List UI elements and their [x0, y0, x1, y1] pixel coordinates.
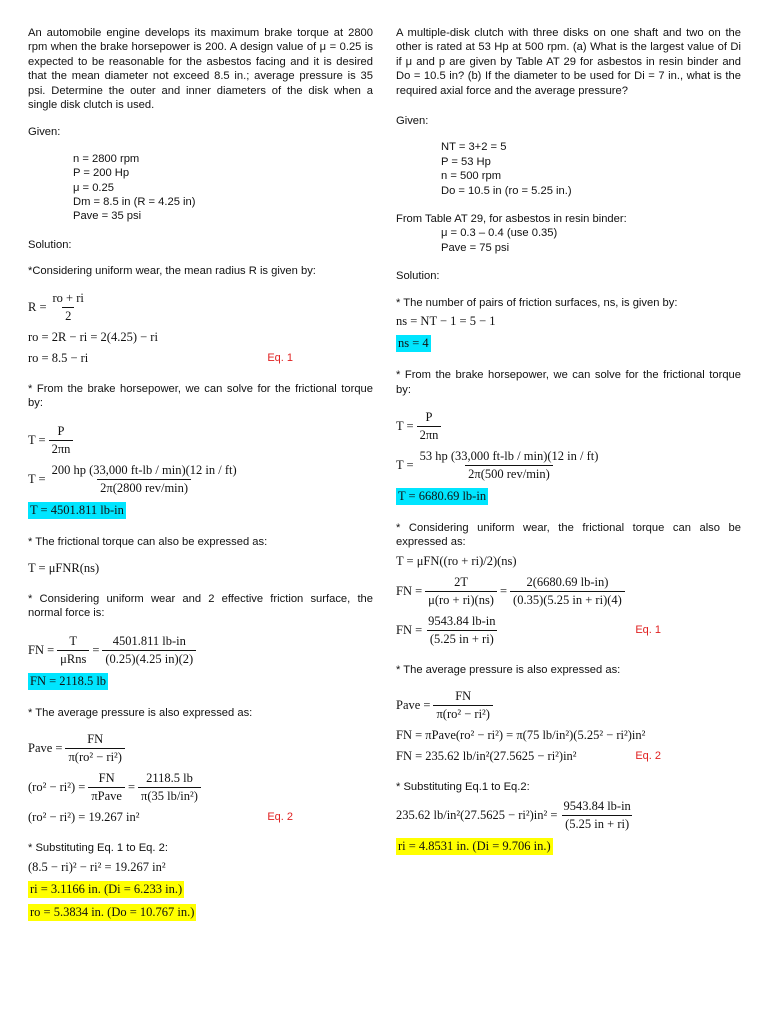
given-item: Dm = 8.5 in (R = 4.25 in) — [73, 196, 196, 209]
step-text: * Considering uniform wear, the frictional torque can also be expressed as: — [396, 521, 741, 549]
solution-label: Solution: — [28, 238, 72, 251]
numerator: P — [57, 423, 65, 438]
equation-lhs: FN = — [396, 583, 423, 598]
answer-row — [28, 904, 373, 921]
given-item: Pave = 35 psi — [73, 210, 142, 223]
step-text: * From the brake horsepower, we can solve for the frictional torque by: — [28, 382, 373, 410]
denominator: (5.25 in + ri) — [562, 815, 632, 832]
step-text: * The average pressure is also expressed as: — [28, 706, 253, 719]
problem-statement: An automobile engine develops its maximum brake torque at 2800 rpm when the brake horsepower is 200. A design value of μ = 0.25 is expected to be reasonable for the asbestos facing and it is desired that the mean diameter not exceed 8.5 in.; average pressure is 35 psi. Determine the outer and inner diameters of the disk when a single disk clutch is used. — [28, 27, 373, 112]
fraction — [50, 291, 87, 324]
numerator: FN — [98, 771, 115, 786]
fraction — [88, 771, 125, 804]
eq2-row — [396, 749, 741, 764]
numerator: 4501.811 lb-in — [112, 633, 186, 648]
fraction — [433, 689, 492, 722]
given-list — [28, 152, 373, 224]
eq2-tag: Eq. 2 — [267, 811, 293, 824]
torque-expression: T = μFNR(ns) — [28, 560, 100, 575]
numerator: ro + ri — [52, 290, 84, 305]
answer-inner-radius: ri = 4.8531 in. (Di = 9.706 in.) — [398, 838, 551, 853]
equation-lhs: Pave = — [396, 698, 431, 713]
substitution-equation: (8.5 − ri)² − ri² = 19.267 in² — [28, 859, 166, 874]
equation-lhs: T = — [396, 457, 414, 472]
denominator: μ(ro + ri)(ns) — [425, 591, 497, 608]
numerator: 2T — [454, 574, 469, 589]
denominator: μRns — [57, 650, 89, 667]
right-problem-column — [396, 26, 741, 861]
eq1-row — [28, 351, 373, 366]
fraction — [417, 410, 442, 443]
left-problem-column — [28, 26, 373, 927]
numerator: FN — [455, 689, 472, 704]
given-item: n = 500 rpm — [441, 170, 502, 183]
fraction — [417, 449, 602, 482]
denominator: (5.25 in + ri) — [427, 630, 497, 647]
fraction — [425, 575, 497, 608]
given-list — [396, 140, 741, 198]
step-text: * The number of pairs of friction surfaces, ns, is given by: — [396, 296, 678, 309]
fraction — [57, 634, 89, 667]
equation-lhs: R = — [28, 299, 47, 314]
denominator: 2 — [62, 307, 74, 324]
pressure-result: (ro² − ri²) = 19.267 in² — [28, 810, 140, 825]
denominator: πPave — [88, 787, 125, 804]
denominator: (0.35)(5.25 in + ri)(4) — [510, 591, 625, 608]
torque-result-row — [28, 502, 373, 519]
normal-force-result-row — [28, 673, 373, 690]
equation-lhs: T = — [28, 471, 46, 486]
equation-lhs: T = — [396, 418, 414, 433]
equation-lhs: Pave = — [28, 741, 63, 756]
torque-result-row — [396, 488, 741, 505]
ns-equation: ns = NT − 1 = 5 − 1 — [396, 314, 496, 329]
denominator: 2πn — [49, 440, 74, 457]
given-item: Do = 10.5 in (ro = 5.25 in.) — [441, 184, 572, 197]
force-pressure-equation: FN = πPave(ro² − ri²) = π(75 lb/in²)(5.25² − ri²)in² — [396, 728, 646, 743]
step-text: * From the brake horsepower, we can solve for the frictional torque by: — [396, 369, 741, 396]
denominator: 2π(500 rev/min) — [465, 465, 553, 482]
table-item: μ = 0.3 – 0.4 (use 0.35) — [441, 227, 558, 240]
table-label: From Table AT 29, for asbestos in resin binder: — [396, 213, 627, 226]
eq1-tag: Eq. 1 — [267, 351, 293, 364]
torque-result: T = 6680.69 lb-in — [398, 488, 487, 503]
numerator: T — [69, 633, 78, 648]
force-pressure-result: FN = 235.62 lb/in²(27.5625 − ri²)in² — [396, 749, 577, 764]
ns-result: ns = 4 — [398, 336, 429, 351]
step-text: * Considering uniform wear and 2 effective friction surface, the normal force is: — [28, 592, 373, 620]
ns-result-row — [396, 335, 741, 352]
fraction — [425, 614, 498, 647]
numerator: 9543.84 lb-in — [428, 613, 496, 628]
torque-equation — [28, 424, 373, 457]
torque-substitution — [396, 449, 741, 482]
radius-equation-result: ro = 8.5 − ri — [28, 350, 89, 365]
numerator: P — [425, 409, 433, 424]
eq1-row — [396, 614, 741, 647]
torque-result: T = 4501.811 lb-in — [30, 502, 124, 517]
step-text: *Considering uniform wear, the mean radius R is given by: — [28, 265, 316, 278]
given-item: NT = 3+2 = 5 — [441, 141, 507, 154]
problem-statement: A multiple-disk clutch with three disks on one shaft and two on the other is rated at 53 Hp at 500 rpm. (a) What is the largest value of Di if μ and p are given by Table AT 29 for asbestos in resin binder and Do = 10.5 in? (b) If the diameter to be used for Di = 7 in., what is the required axial force and the average pressure? — [396, 27, 741, 97]
table-values — [396, 226, 741, 255]
denominator: π(ro² − ri²) — [65, 748, 124, 765]
equation-lhs: T = — [28, 432, 46, 447]
table-item: Pave = 75 psi — [441, 241, 510, 254]
numerator: 9543.84 lb-in — [563, 798, 631, 813]
denominator: (0.25)(4.25 in)(2) — [102, 650, 196, 667]
fraction — [510, 575, 625, 608]
normal-force-equation: FN = $\frac{2T}{\mu(ro + ri)(ns)}$ = $\frac{2(6680.69 lb-in)}{(0.35)(5.25 in + ri)(4)}$ — [396, 575, 741, 608]
answer-row — [396, 838, 741, 855]
torque-equation — [396, 410, 741, 443]
fraction — [65, 732, 124, 765]
eq2-tag: Eq. 2 — [635, 750, 661, 763]
answer-inner-radius: ri = 3.1166 in. (Di = 6.233 in.) — [30, 881, 183, 896]
numerator: 2118.5 lb — [146, 771, 193, 786]
pressure-equation — [28, 732, 373, 765]
given-item: μ = 0.25 — [73, 181, 114, 194]
torque-expression: T = μFN((ro + ri)/2)(ns) — [396, 553, 517, 568]
equation-lhs: FN = — [28, 642, 55, 657]
equation-lhs: FN = — [396, 622, 423, 637]
fraction — [49, 463, 240, 496]
answer-row — [28, 881, 373, 898]
given-item: P = 200 Hp — [73, 167, 130, 180]
torque-substitution — [28, 463, 373, 496]
solution-label: Solution: — [396, 270, 440, 283]
step-text: * Substituting Eq.1 to Eq.2: — [396, 781, 530, 794]
normal-force-result: FN = 2118.5 lb — [30, 673, 107, 688]
step-text: * The frictional torque can also be expressed as: — [28, 535, 268, 548]
numerator: 2(6680.69 lb-in) — [526, 574, 609, 589]
normal-force-equation: FN = $\frac{T}{\text{μRns}}$ = $\frac{4501.811 lb-in}{(0.25)(4.25 in)(2)}$ — [28, 634, 373, 667]
step-text: * The average pressure is also expressed as: — [396, 663, 621, 676]
fraction — [560, 799, 633, 832]
fraction — [49, 424, 74, 457]
given-item: n = 2800 rpm — [73, 152, 140, 165]
step-text: * Substituting Eq. 1 to Eq. 2: — [28, 842, 168, 855]
equation-lhs: (ro² − ri²) = — [28, 780, 86, 795]
fraction — [138, 771, 201, 804]
pressure-rearranged: (ro² − ri²) = $\frac{FN}{\text{πPave}}$ = $\frac{2118.5 lb}{\text{π(35 lb/in²)}}$ — [28, 771, 373, 804]
given-label: Given: — [28, 126, 61, 139]
substitution-equation — [396, 799, 741, 832]
denominator: π(35 lb/in²) — [138, 787, 201, 804]
denominator: 2π(2800 rev/min) — [97, 479, 191, 496]
given-item: P = 53 Hp — [441, 155, 491, 168]
answer-outer-radius: ro = 5.3834 in. (Do = 10.767 in.) — [30, 904, 195, 919]
radius-equation-line: ro = 2R − ri = 2(4.25) − ri — [28, 329, 158, 344]
numerator: 200 hp (33,000 ft-lb / min)(12 in / ft) — [51, 462, 237, 477]
mean-radius-equation — [28, 291, 373, 324]
numerator: FN — [87, 732, 104, 747]
numerator: 53 hp (33,000 ft-lb / min)(12 in / ft) — [419, 448, 599, 463]
eq2-row — [28, 810, 373, 825]
eq1-tag: Eq. 1 — [635, 623, 661, 636]
denominator: 2πn — [417, 426, 442, 443]
fraction — [102, 634, 196, 667]
denominator: π(ro² − ri²) — [433, 705, 492, 722]
given-label: Given: — [396, 115, 429, 128]
equation-lhs: 235.62 lb/in²(27.5625 − ri²)in² = — [396, 807, 558, 822]
pressure-equation — [396, 689, 741, 722]
